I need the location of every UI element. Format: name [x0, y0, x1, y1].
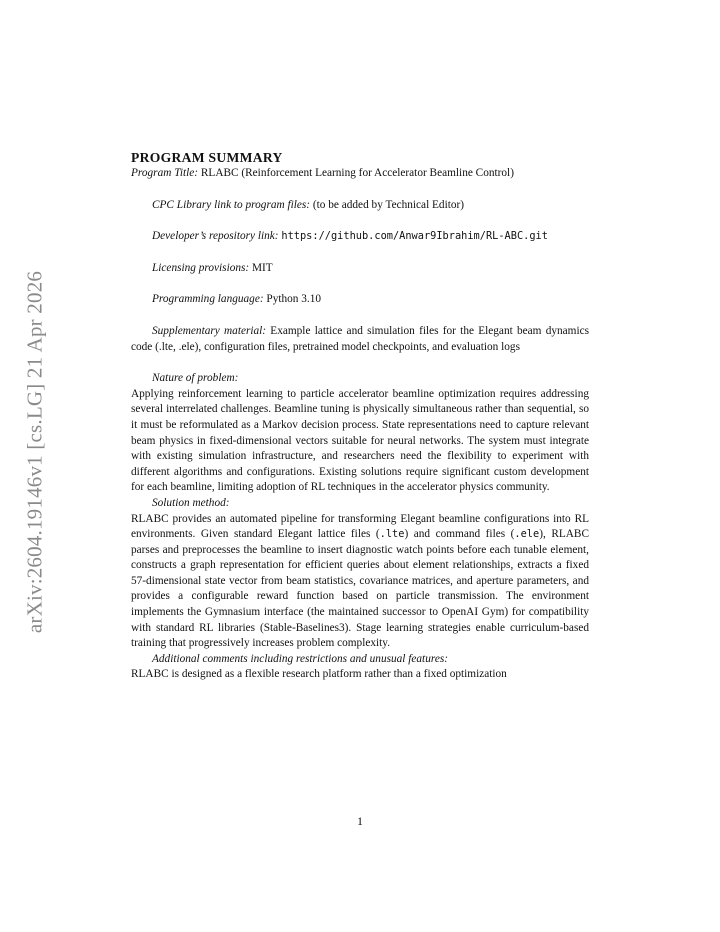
- program-summary: [131, 149, 589, 683]
- arxiv-sidebar: [22, 260, 48, 645]
- arxiv-identifier: arXiv:2604.19146v1 [cs.LG] 21 Apr 2026: [22, 270, 47, 634]
- solution-text-part: RLABC provides an automated pipeline for transforming Elegant beamline configurations into RL environments. Given standard Elegant lattice files (: [131, 512, 589, 541]
- solution-method-text: [131, 512, 589, 652]
- solution-label-text: Solution method:: [152, 496, 230, 509]
- supplementary-field: [131, 324, 589, 355]
- supplementary-value: Example lattice and simulation files for the Elegant beam dynamics code (.lte, .ele), configuration files, pretrained model checkpoints, and evaluation logs: [131, 324, 589, 353]
- program-title-value: RLABC (Reinforcement Learning for Accelerator Beamline Control): [198, 167, 514, 179]
- solution-text-part: ) and command files (: [404, 528, 515, 541]
- nature-of-problem-label: [131, 371, 589, 387]
- nature-label-text: Nature of problem:: [152, 372, 239, 385]
- licensing-label: Licensing provisions:: [152, 261, 250, 274]
- language-value: Python 3.10: [263, 293, 322, 306]
- lte-file-code: .lte: [379, 528, 405, 541]
- additional-label-text: Additional comments including restrictions and unusual features:: [152, 652, 448, 665]
- cpc-library-label: CPC Library link to program files:: [152, 198, 311, 211]
- section-heading: PROGRAM SUMMARY: [131, 150, 283, 165]
- supplementary-label: Supplementary material:: [152, 324, 267, 337]
- repository-label: Developer’s repository link:: [152, 230, 279, 243]
- licensing-field: [131, 261, 589, 277]
- page-number: 1: [357, 814, 363, 828]
- program-title-label: Program Title:: [131, 167, 199, 179]
- repository-link[interactable]: https://github.com/Anwar9Ibrahim/RL-ABC.git: [281, 230, 548, 243]
- repository-field: [131, 229, 589, 245]
- program-title-field: [131, 166, 589, 182]
- language-label: Programming language:: [152, 293, 264, 306]
- nature-of-problem-text: Applying reinforcement learning to particle accelerator beamline optimization requires addressing several interrelated challenges. Beamline tuning is physically simultaneous rather than sequential, so it must be reformulated as a Markov decision process. State representations need to capture relevant beam physics in fixed-dimensional vectors suitable for neural networks. The system must integrate with existing simulation infrastructure, and researchers need the flexibility to experiment with different algorithms and configurations. Existing solutions require significant custom development for each beamline, limiting adoption of RL techniques in the accelerator physics community.: [131, 387, 589, 494]
- additional-comments-text: RLABC is designed as a flexible research platform rather than a fixed optimization: [131, 668, 507, 681]
- additional-comments-label: [131, 652, 589, 668]
- language-field: [131, 292, 589, 308]
- cpc-library-value: (to be added by Technical Editor): [310, 198, 465, 211]
- cpc-library-field: [131, 198, 589, 214]
- licensing-value: MIT: [249, 261, 273, 274]
- ele-file-code: .ele: [514, 528, 540, 541]
- solution-method-label: [131, 496, 589, 512]
- solution-text-part: ), RLABC parses and preprocesses the beamline to insert diagnostic watch points before each tunable element, constructs a graph representation for efficient queries about element relationships, extracts a fixed 57-dimensional state vector from beam statistics, covariance matrices, and aperture parameters, and provides a configurable reward function based on particle transmission. The environment implements the Gymnasium interface (the maintained successor to OpenAI Gym) for compatibility with standard RL libraries (Stable-Baselines3). Stage learning strategies enable curriculum-based training that progressively increases problem complexity.: [131, 528, 589, 650]
